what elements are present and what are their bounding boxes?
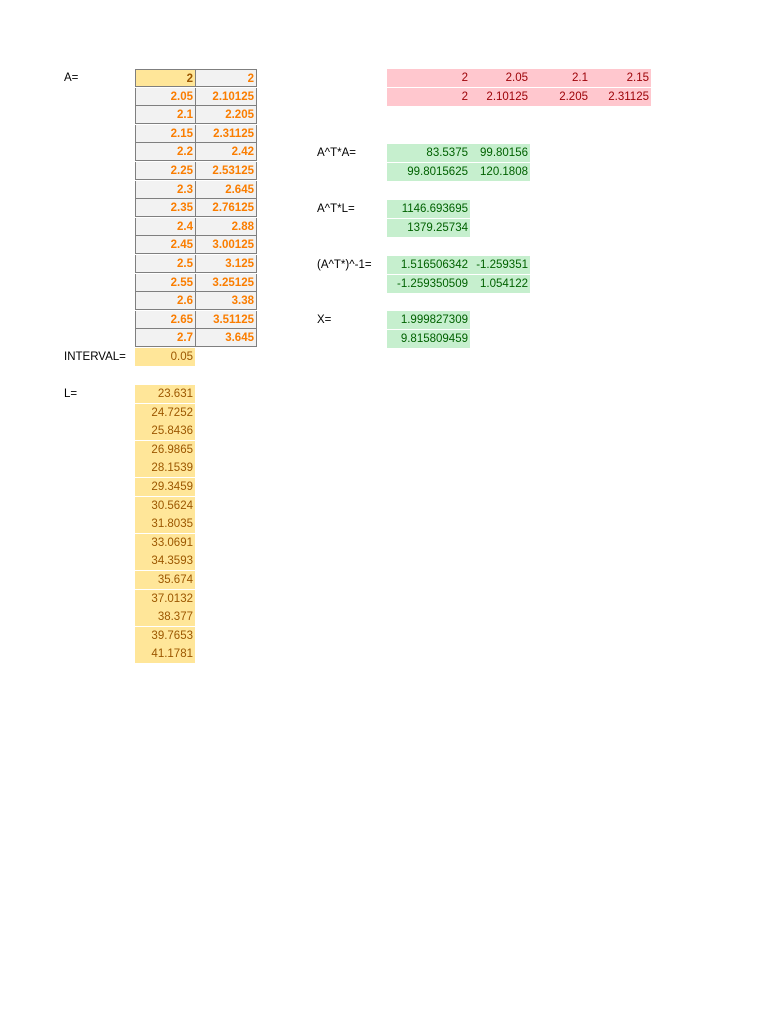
l-vector-cell[interactable]: 37.0132 bbox=[135, 590, 195, 608]
l-vector-cell[interactable]: 34.3593 bbox=[135, 552, 195, 570]
l-vector-cell[interactable]: 38.377 bbox=[135, 608, 195, 626]
inverse-cell[interactable]: -1.259351 bbox=[470, 256, 530, 274]
label-l: L= bbox=[64, 388, 78, 400]
ata-cell[interactable]: 83.5375 bbox=[387, 144, 470, 162]
a-matrix-cell[interactable]: 3.51125 bbox=[195, 311, 257, 329]
inverse-cell[interactable]: 1.516506342 bbox=[387, 256, 470, 274]
l-vector-cell[interactable]: 35.674 bbox=[135, 571, 195, 589]
a-matrix-cell[interactable]: 2.645 bbox=[195, 181, 257, 199]
a-matrix-cell[interactable]: 3.645 bbox=[195, 329, 257, 347]
l-vector-cell[interactable]: 30.5624 bbox=[135, 497, 195, 515]
a-matrix-cell[interactable]: 2.05 bbox=[135, 88, 196, 106]
a-matrix-cell[interactable]: 2 bbox=[195, 69, 257, 87]
l-vector-cell[interactable]: 31.8035 bbox=[135, 515, 195, 533]
a-matrix-cell[interactable]: 2.10125 bbox=[195, 88, 257, 106]
transpose-cell[interactable]: 2 bbox=[387, 69, 470, 87]
a-matrix-cell[interactable]: 3.00125 bbox=[195, 236, 257, 254]
l-vector-cell[interactable]: 41.1781 bbox=[135, 645, 195, 663]
transpose-cell[interactable]: 2.1 bbox=[530, 69, 590, 87]
transpose-cell[interactable]: 2 bbox=[387, 88, 470, 106]
l-vector-cell[interactable]: 25.8436 bbox=[135, 422, 195, 440]
transpose-cell[interactable]: 2.05 bbox=[470, 69, 530, 87]
l-vector-cell[interactable]: 28.1539 bbox=[135, 459, 195, 477]
a-matrix-cell[interactable]: 2.45 bbox=[135, 236, 196, 254]
x-cell[interactable]: 9.815809459 bbox=[387, 330, 470, 348]
transpose-cell[interactable]: 2.205 bbox=[530, 88, 590, 106]
a-matrix-cell[interactable]: 2.35 bbox=[135, 199, 196, 217]
l-vector-cell[interactable]: 26.9865 bbox=[135, 441, 195, 459]
a-matrix-cell[interactable]: 2.42 bbox=[195, 143, 257, 161]
a-matrix-cell[interactable]: 2.3 bbox=[135, 181, 196, 199]
a-matrix-cell[interactable]: 2 bbox=[135, 69, 196, 87]
inverse-cell[interactable]: 1.054122 bbox=[470, 275, 530, 293]
a-matrix-cell[interactable]: 2.76125 bbox=[195, 199, 257, 217]
ata-cell[interactable]: 120.1808 bbox=[470, 163, 530, 181]
a-matrix-cell[interactable]: 2.5 bbox=[135, 255, 196, 273]
label-inverse: (A^T*)^-1= bbox=[317, 259, 372, 271]
a-matrix-cell[interactable]: 2.2 bbox=[135, 143, 196, 161]
l-vector-cell[interactable]: 33.0691 bbox=[135, 534, 195, 552]
ata-cell[interactable]: 99.8015625 bbox=[387, 163, 470, 181]
a-matrix-cell[interactable]: 3.125 bbox=[195, 255, 257, 273]
ata-cell[interactable]: 99.80156 bbox=[470, 144, 530, 162]
a-matrix-cell[interactable]: 2.1 bbox=[135, 106, 196, 124]
a-matrix-cell[interactable]: 2.25 bbox=[135, 162, 196, 180]
transpose-cell[interactable]: 2.31125 bbox=[590, 88, 651, 106]
a-matrix-cell[interactable]: 2.4 bbox=[135, 218, 196, 236]
label-ata: A^T*A= bbox=[317, 147, 356, 159]
label-x: X= bbox=[317, 314, 332, 326]
a-matrix-cell[interactable]: 2.7 bbox=[135, 329, 196, 347]
l-vector-cell[interactable]: 23.631 bbox=[135, 385, 195, 403]
a-matrix-cell[interactable]: 2.15 bbox=[135, 125, 196, 143]
a-matrix-cell[interactable]: 2.53125 bbox=[195, 162, 257, 180]
a-matrix-cell[interactable]: 2.6 bbox=[135, 292, 196, 310]
atl-cell[interactable]: 1379.25734 bbox=[387, 219, 470, 237]
transpose-cell[interactable]: 2.10125 bbox=[470, 88, 530, 106]
inverse-cell[interactable]: -1.259350509 bbox=[387, 275, 470, 293]
a-matrix-cell[interactable]: 2.65 bbox=[135, 311, 196, 329]
l-vector-cell[interactable]: 39.7653 bbox=[135, 627, 195, 645]
a-matrix-cell[interactable]: 3.25125 bbox=[195, 274, 257, 292]
a-matrix-cell[interactable]: 2.205 bbox=[195, 106, 257, 124]
x-cell[interactable]: 1.999827309 bbox=[387, 311, 470, 329]
a-matrix-cell[interactable]: 2.55 bbox=[135, 274, 196, 292]
atl-cell[interactable]: 1146.693695 bbox=[387, 200, 470, 218]
a-matrix-cell[interactable]: 2.88 bbox=[195, 218, 257, 236]
a-matrix-cell[interactable]: 3.38 bbox=[195, 292, 257, 310]
l-vector-cell[interactable]: 24.7252 bbox=[135, 404, 195, 422]
label-interval: INTERVAL= bbox=[64, 351, 126, 363]
label-atl: A^T*L= bbox=[317, 203, 355, 215]
label-a: A= bbox=[64, 72, 79, 84]
transpose-cell[interactable]: 2.15 bbox=[590, 69, 651, 87]
l-vector-cell[interactable]: 29.3459 bbox=[135, 478, 195, 496]
interval-cell[interactable]: 0.05 bbox=[135, 348, 195, 366]
a-matrix-cell[interactable]: 2.31125 bbox=[195, 125, 257, 143]
